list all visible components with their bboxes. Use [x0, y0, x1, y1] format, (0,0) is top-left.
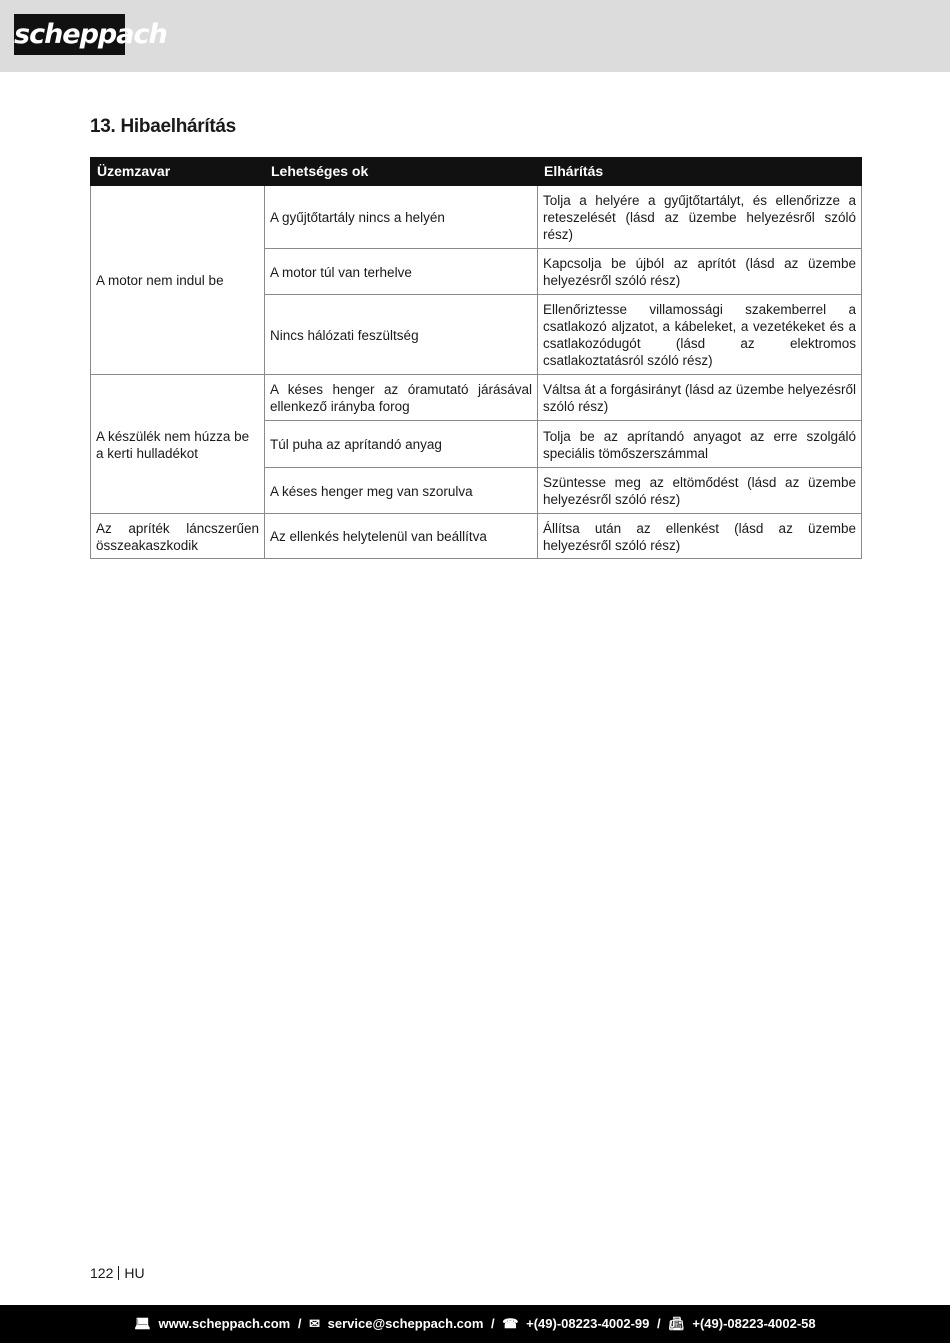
cause-cell: A motor túl van terhelve [265, 249, 538, 295]
page-number [90, 1265, 145, 1281]
footer-web-link[interactable]: www.scheppach.com [158, 1316, 291, 1331]
fault-cell: A készülék nem húzza be a kerti hulladékot [91, 375, 265, 514]
column-header-remedy: Elhárítás [538, 158, 862, 186]
footer-phone: +(49)-08223-4002-99 [526, 1316, 650, 1331]
table-row [91, 186, 862, 249]
section-title: 13. Hibaelhárítás [90, 116, 236, 137]
footer-email-link[interactable]: service@scheppach.com [327, 1316, 484, 1331]
table-header-row [91, 158, 862, 186]
footer-fax: +(49)-08223-4002-58 [692, 1316, 816, 1331]
remedy-cell: Tolja be az aprítandó anyagot az erre szolgáló speciális tömőszerszámmal [538, 421, 862, 468]
remedy-cell: Kapcsolja be újból az aprítót (lásd az üzembe helyezésről szóló rész) [538, 249, 862, 295]
fault-cell: Az apríték láncszerűen összeakaszkodik [91, 514, 265, 559]
page-number-value: 122 [90, 1265, 114, 1281]
remedy-cell: Váltsa át a forgásirányt (lásd az üzembe helyezésről szóló rész) [538, 375, 862, 421]
cause-cell: Túl puha az aprítandó anyag [265, 421, 538, 468]
footer-separator: / [491, 1316, 495, 1331]
column-header-cause: Lehetséges ok [265, 158, 538, 186]
telephone-icon: ☎︎ [502, 1316, 519, 1331]
cause-cell: Az ellenkés helytelenül van beállítva [265, 514, 538, 559]
footer-separator: / [656, 1316, 661, 1331]
troubleshooting-table [90, 157, 862, 559]
cause-cell: A késes henger meg van szorulva [265, 468, 538, 514]
cause-cell: A késes henger az óramutató járásával ellenkező irányba forog [265, 375, 538, 421]
table-row [91, 514, 862, 559]
column-header-fault: Üzemzavar [91, 158, 265, 186]
page-number-divider [118, 1266, 119, 1280]
header-band [0, 0, 950, 72]
footer-contact-bar [0, 1305, 950, 1343]
computer-icon: 💻︎ [134, 1316, 151, 1331]
table-row [91, 375, 862, 421]
remedy-cell: Ellenőriztesse villamossági szakemberrel a csatlakozó aljzatot, a kábeleket, a vezetékeket és a csatlakozódugót (lásd az elektromos csatlakoztatásról szóló rész) [538, 295, 862, 375]
envelope-icon: ✉︎ [309, 1316, 321, 1331]
remedy-cell: Tolja a helyére a gyűjtőtartályt, és ellenőrizze a reteszelését (lásd az üzembe helyezésről szóló rész) [538, 186, 862, 249]
fault-cell: A motor nem indul be [91, 186, 265, 375]
cause-cell: A gyűjtőtartály nincs a helyén [265, 186, 538, 249]
remedy-cell: Szüntesse meg az eltömődést (lásd az üzembe helyezésről szóló rész) [538, 468, 862, 514]
remedy-cell: Állítsa után az ellenkést (lásd az üzembe helyezésről szóló rész) [538, 514, 862, 559]
page-language: HU [124, 1265, 145, 1281]
scheppach-logo: scheppach [14, 14, 125, 55]
footer-separator: / [297, 1316, 302, 1331]
fax-icon: 📠︎ [668, 1316, 685, 1331]
cause-cell: Nincs hálózati feszültség [265, 295, 538, 375]
